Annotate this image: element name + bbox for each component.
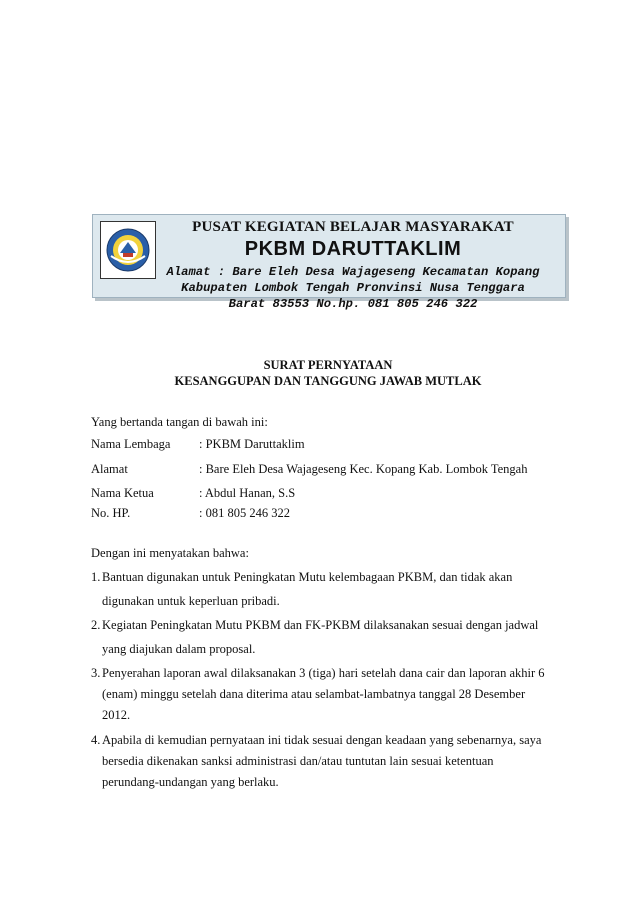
item-line: yang diajukan dalam proposal. <box>102 642 256 656</box>
org-short-name: PKBM DARUTTAKLIM <box>244 238 462 260</box>
statement-intro: Dengan ini menyatakan bahwa: <box>91 546 249 560</box>
item-line: Bantuan digunakan untuk Peningkatan Mutu kelembagaan PKBM, dan tidak akan <box>102 570 513 584</box>
field-value: : PKBM Daruttaklim <box>199 437 305 451</box>
address-line-1: Alamat : Bare Eleh Desa Wajageseng Kecamatan Kopang <box>166 265 540 279</box>
field-label: Nama Lembaga <box>91 437 171 451</box>
field-label: Alamat <box>91 462 128 476</box>
item-line: (enam) minggu setelah dana diterima atau selambat-lambatnya tanggal 28 Desember <box>102 687 526 701</box>
field-label: Nama Ketua <box>91 486 154 500</box>
field-value: : Abdul Hanan, S.S <box>199 486 296 500</box>
org-name: PUSAT KEGIATAN BELAJAR MASYARAKAT <box>192 219 514 235</box>
item-line: bersedia dikenakan sanksi administrasi dan/atau tuntutan lain sesuai ketentuan <box>102 754 494 768</box>
intro-text: Yang bertanda tangan di bawah ini: <box>91 415 268 429</box>
field-value: : 081 805 246 322 <box>199 506 290 520</box>
item-number: 3. <box>91 666 101 680</box>
item-line: Kegiatan Peningkatan Mutu PKBM dan FK-PKBM dilaksanakan sesuai dengan jadwal <box>102 618 539 632</box>
item-number: 1. <box>91 570 101 584</box>
document-title: SURAT PERNYATAAN <box>263 358 393 372</box>
address-line-3: Barat 83553 No.hp. 081 805 246 322 <box>228 297 478 311</box>
document-subtitle: KESANGGUPAN DAN TANGGUNG JAWAB MUTLAK <box>174 374 482 388</box>
item-line: digunakan untuk keperluan pribadi. <box>102 594 280 608</box>
item-line: 2012. <box>102 708 131 722</box>
item-line: Apabila di kemudian pernyataan ini tidak sesuai dengan keadaan yang sebenarnya, saya <box>102 733 542 747</box>
item-number: 2. <box>91 618 101 632</box>
item-line: Penyerahan laporan awal dilaksanakan 3 (tiga) hari setelah dana cair dan laporan akhir 6 <box>102 666 545 680</box>
field-value: : Bare Eleh Desa Wajageseng Kec. Kopang Kab. Lombok Tengah <box>199 462 528 476</box>
field-label: No. HP. <box>91 506 131 520</box>
address-line-2: Kabupaten Lombok Tengah Pronvinsi Nusa Tenggara <box>181 281 525 295</box>
letterhead <box>92 214 566 311</box>
item-line: perundang-undangan yang berlaku. <box>102 775 279 789</box>
item-number: 4. <box>91 733 101 747</box>
